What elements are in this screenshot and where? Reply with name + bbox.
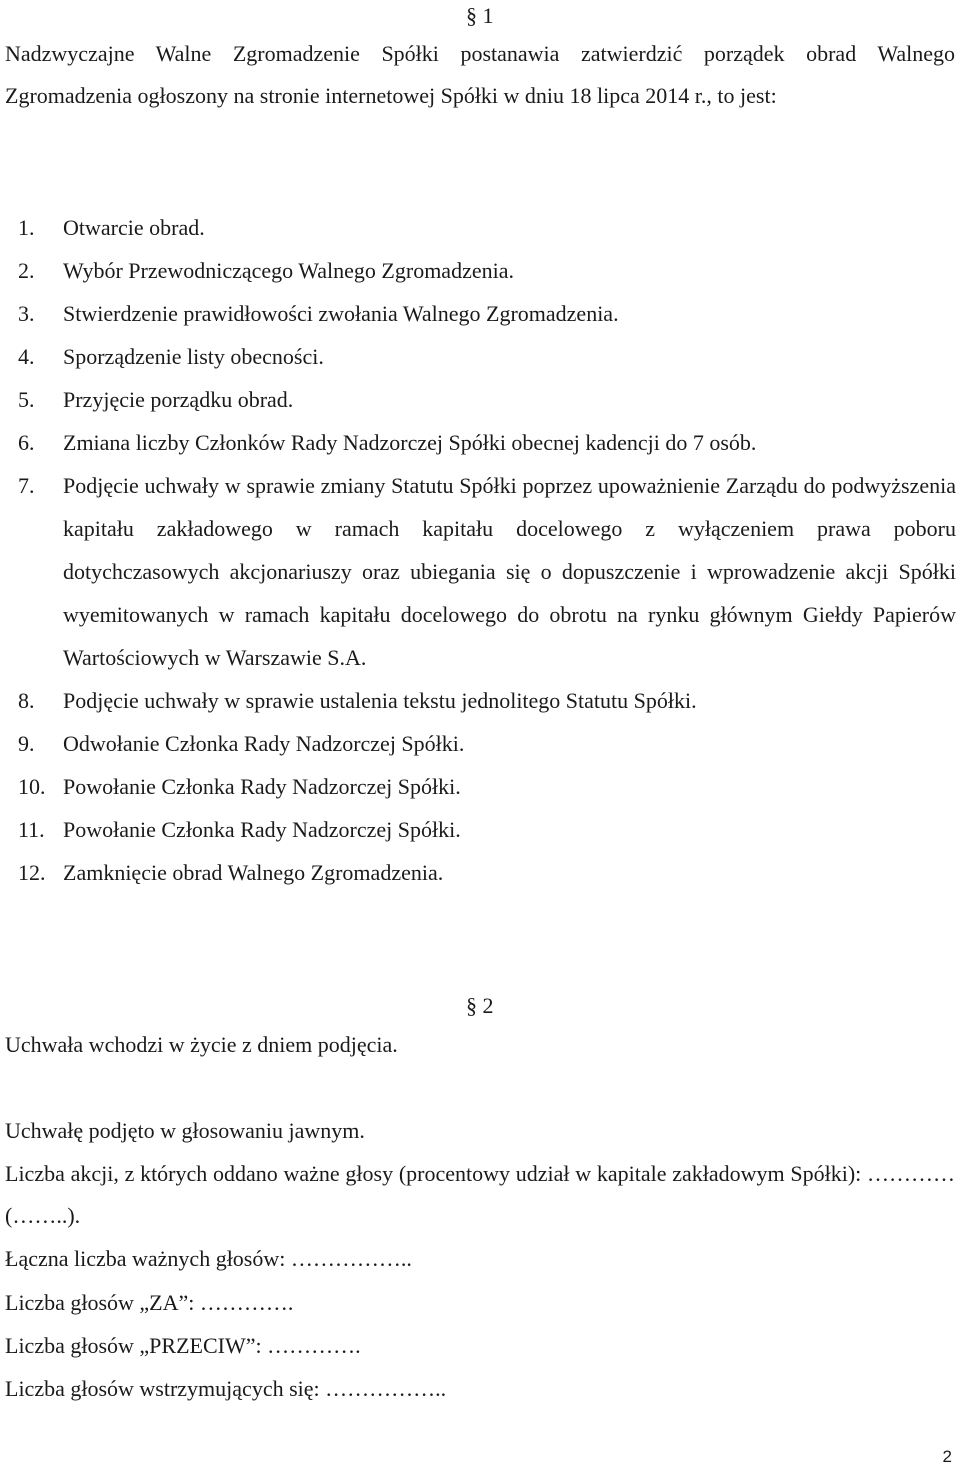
- agenda-item: [0, 206, 960, 249]
- agenda-item: [0, 722, 960, 765]
- agenda-item-number: 6.: [18, 430, 35, 455]
- agenda-item: [0, 378, 960, 421]
- agenda-item-number: 1.: [18, 215, 35, 240]
- agenda-item-text: Przyjęcie porządku obrad.: [63, 387, 294, 412]
- agenda-item-text: Odwołanie Członka Rady Nadzorczej Spółki.: [63, 731, 465, 756]
- shares-count-text: Liczba akcji, z których oddano ważne głosy (procentowy udział w kapitale zakładowym Spółki): ………… (……..).: [5, 1161, 955, 1228]
- agenda-item-text: Stwierdzenie prawidłowości zwołania Walnego Zgromadzenia.: [63, 301, 619, 326]
- agenda-item-number: 2.: [18, 258, 35, 283]
- agenda-list: [0, 206, 960, 894]
- agenda-item-text: Powołanie Członka Rady Nadzorczej Spółki.: [63, 817, 461, 842]
- agenda-item-text: Powołanie Członka Rady Nadzorczej Spółki.: [63, 774, 461, 799]
- page-number: 2: [942, 1447, 952, 1466]
- agenda-item-number: 12.: [18, 860, 46, 885]
- agenda-item-number: 7.: [18, 473, 35, 498]
- agenda-item: [0, 679, 960, 722]
- agenda-item: [0, 335, 960, 378]
- effective-date-text: Uchwała wchodzi w życie z dniem podjęcia.: [5, 1032, 398, 1057]
- agenda-item-text: Podjęcie uchwały w sprawie zmiany Statutu Spółki poprzez upoważnienie Zarządu do podwyższenia kapitału zakładowego w ramach kapitału docelowego z wyłączeniem prawa poboru dotychczasowych akcjonariuszy oraz ubiegania się o dopuszczenie i wprowadzenie akcji Spółki wyemitowanych w ramach kapitału docelowego do obrotu na rynku głównym Giełdy Papierów Wartościowych w Warszawie S.A.: [63, 473, 956, 670]
- agenda-item: [0, 851, 960, 894]
- agenda-item-text: Podjęcie uchwały w sprawie ustalenia tekstu jednolitego Statutu Spółki.: [63, 688, 697, 713]
- agenda-item-text: Zamknięcie obrad Walnego Zgromadzenia.: [63, 860, 444, 885]
- agenda-item: [0, 808, 960, 851]
- votes-abstain-text: Liczba głosów wstrzymujących się: ……………..: [5, 1376, 447, 1401]
- agenda-item: [0, 292, 960, 335]
- agenda-item-text: Zmiana liczby Członków Rady Nadzorczej Spółki obecnej kadencji do 7 osób.: [63, 430, 757, 455]
- total-votes-text: Łączna liczba ważnych głosów: ……………..: [5, 1246, 412, 1271]
- section-2-heading: § 2: [466, 993, 494, 1018]
- agenda-item-number: 9.: [18, 731, 35, 756]
- votes-for-text: Liczba głosów „ZA”: ………….: [5, 1290, 294, 1315]
- vote-mode-text: Uchwałę podjęto w głosowaniu jawnym.: [5, 1118, 365, 1143]
- votes-against-text: Liczba głosów „PRZECIW”: ………….: [5, 1333, 361, 1358]
- agenda-item-text: Sporządzenie listy obecności.: [63, 344, 324, 369]
- section-1-heading: § 1: [466, 3, 494, 28]
- agenda-item-text: Wybór Przewodniczącego Walnego Zgromadzenia.: [63, 258, 514, 283]
- agenda-item-number: 10.: [18, 774, 46, 799]
- agenda-item: [0, 249, 960, 292]
- agenda-item-number: 3.: [18, 301, 35, 326]
- agenda-item-number: 5.: [18, 387, 35, 412]
- agenda-item: [0, 421, 960, 464]
- agenda-item: [0, 464, 960, 679]
- agenda-item: [0, 765, 960, 808]
- agenda-item-number: 8.: [18, 688, 35, 713]
- intro-paragraph: Nadzwyczajne Walne Zgromadzenie Spółki postanawia zatwierdzić porządek obrad Walnego Zgromadzenia ogłoszony na stronie internetowej Spółki w dniu 18 lipca 2014 r., to jest:: [5, 41, 955, 108]
- agenda-item-number: 11.: [18, 817, 45, 842]
- agenda-item-text: Otwarcie obrad.: [63, 215, 205, 240]
- agenda-item-number: 4.: [18, 344, 35, 369]
